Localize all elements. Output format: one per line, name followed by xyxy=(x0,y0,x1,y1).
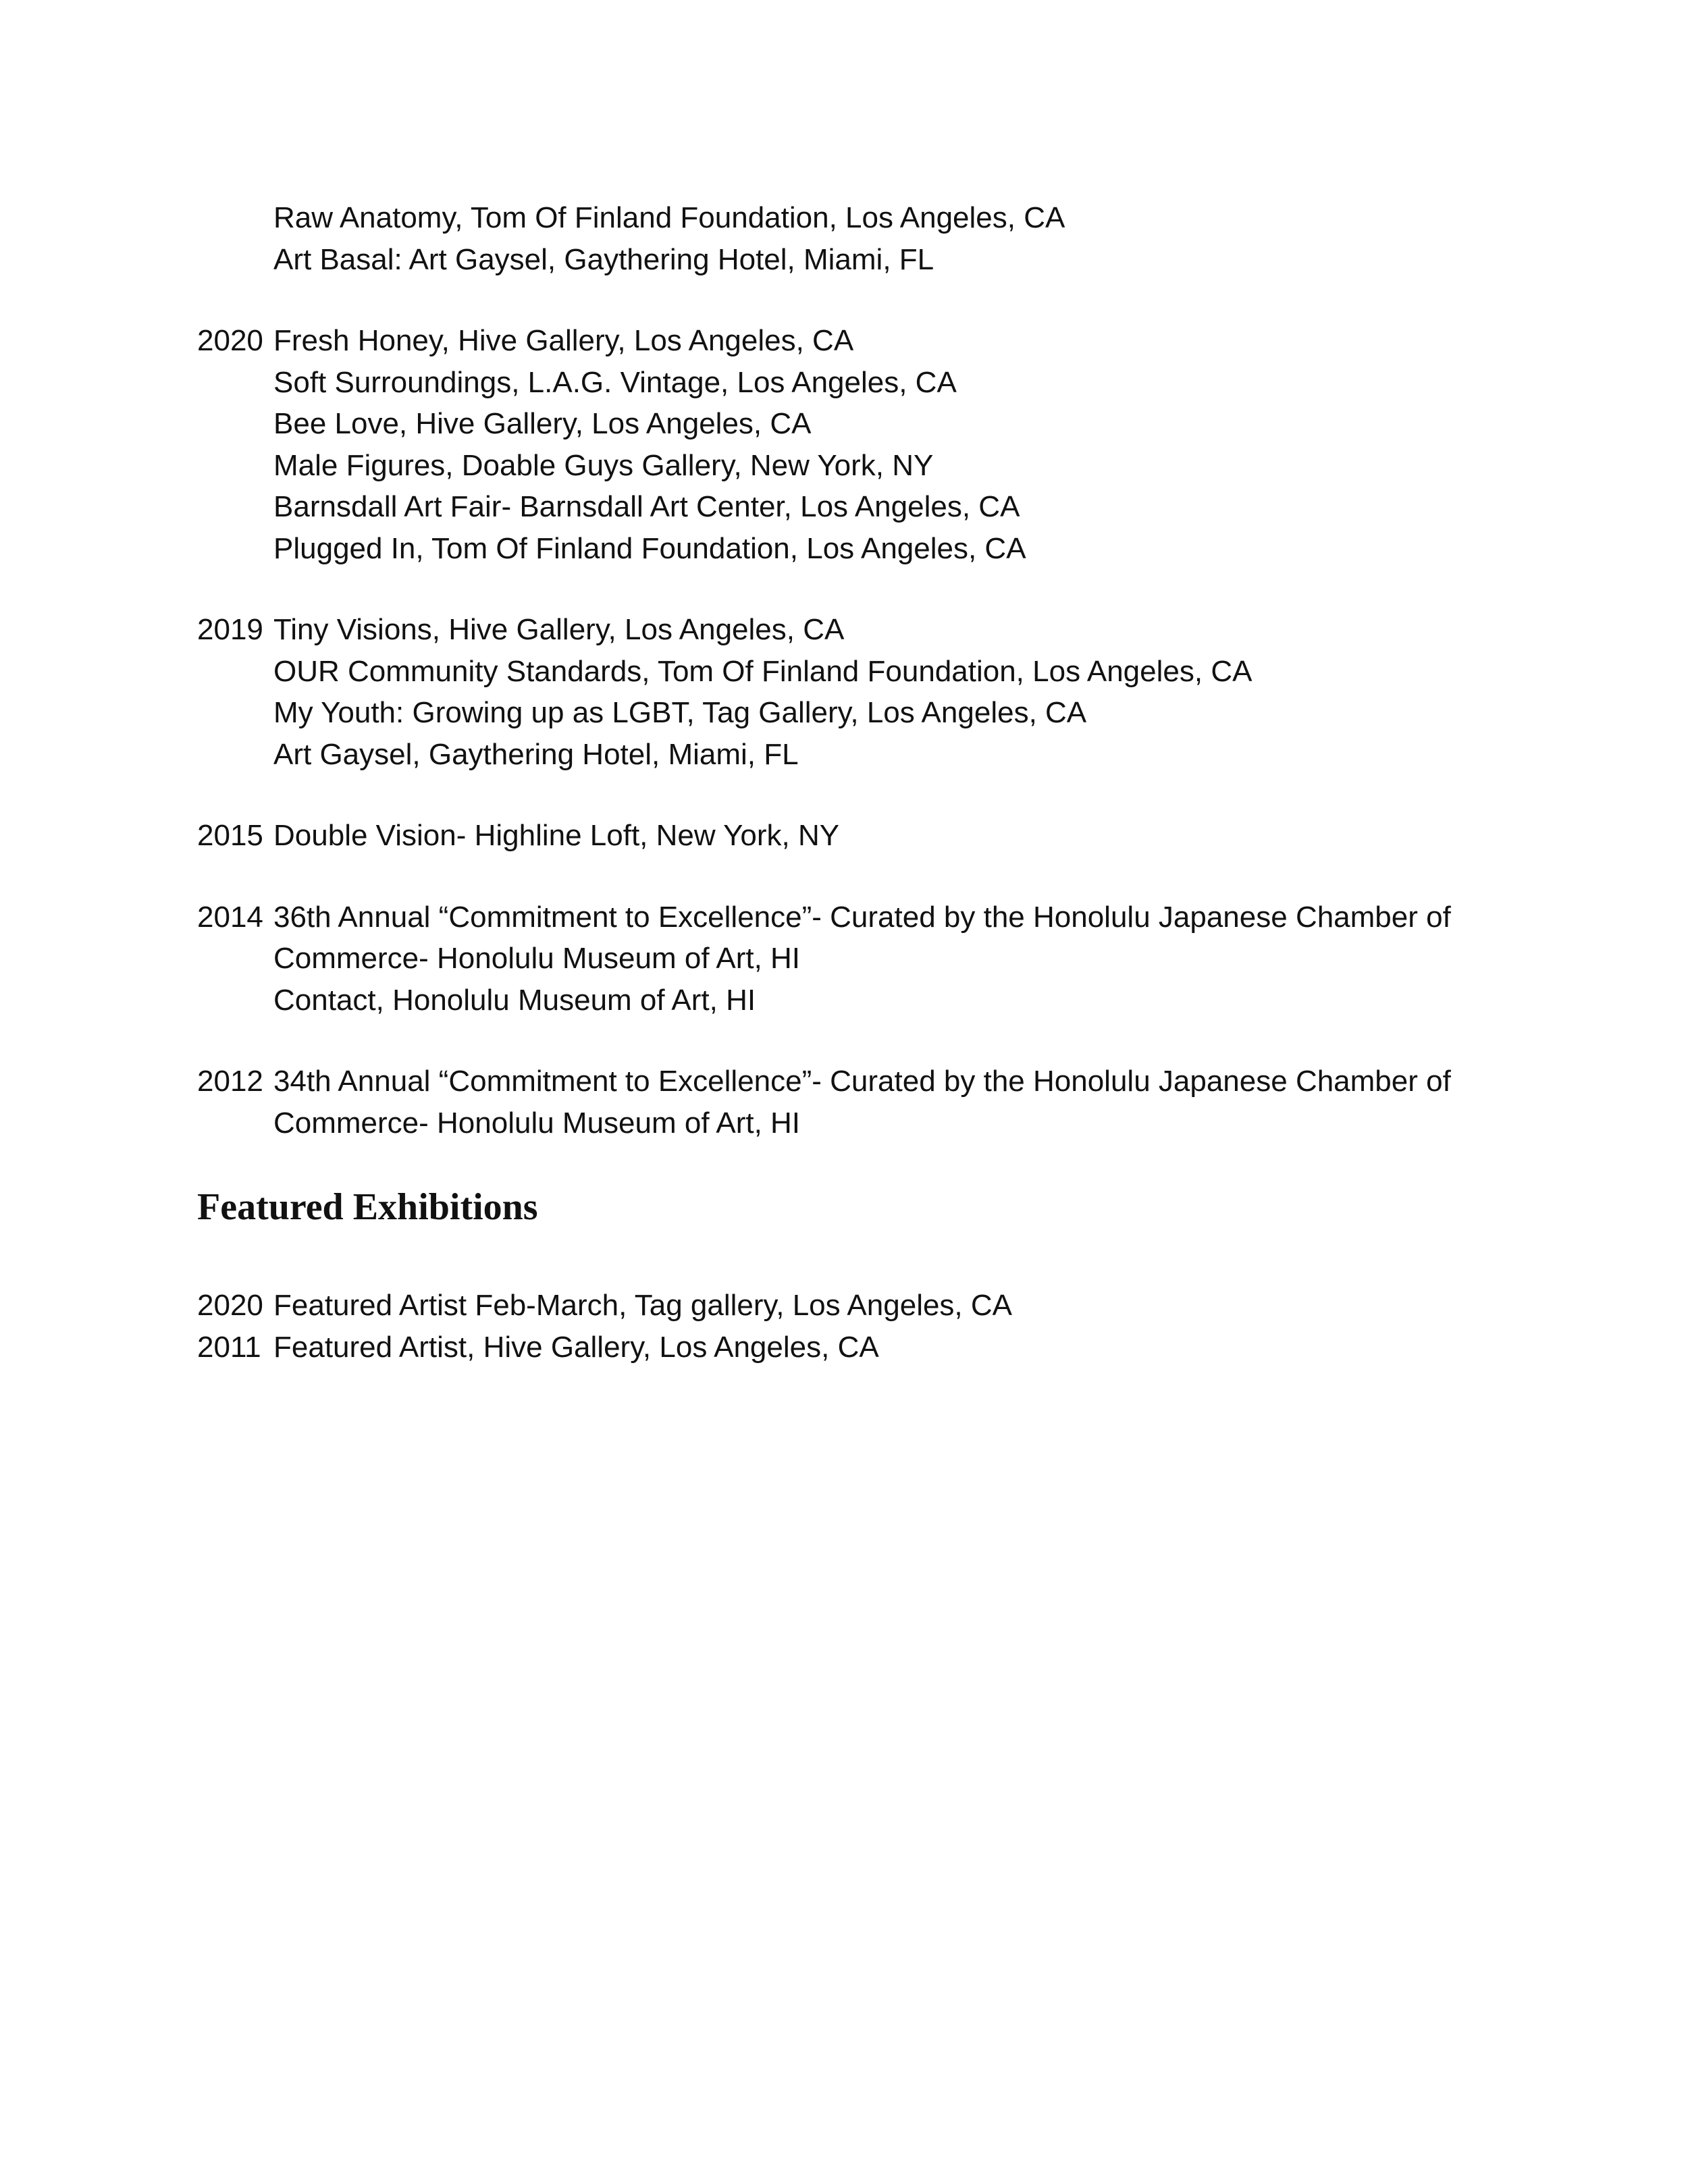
exhibition-entry xyxy=(197,980,1548,1021)
exhibition-entry xyxy=(197,320,1548,362)
entry-year: 2015 xyxy=(197,819,263,852)
entry-year-blank xyxy=(197,239,273,281)
entry-year-blank xyxy=(197,692,273,734)
year-group-2020 xyxy=(197,320,1548,569)
year-group-2014 xyxy=(197,897,1548,1021)
entry-text: Male Figures, Doable Guys Gallery, New York, NY xyxy=(273,448,934,482)
exhibition-entry xyxy=(197,528,1548,570)
entry-year-blank xyxy=(197,362,273,404)
exhibition-entry xyxy=(197,692,1548,734)
entry-text: Featured Artist Feb-March, Tag gallery, Los Angeles, CA xyxy=(273,1289,1013,1322)
entry-year: 2020 xyxy=(197,1289,263,1322)
entry-year-blank xyxy=(197,980,273,1021)
entry-text: Fresh Honey, Hive Gallery, Los Angeles, CA xyxy=(273,324,854,357)
exhibition-entry xyxy=(197,1061,1548,1144)
entry-year: 2012 xyxy=(197,1065,263,1098)
section-heading-featured-exhibitions: Featured Exhibitions xyxy=(197,1186,538,1228)
exhibition-entry xyxy=(197,197,1548,239)
entry-text: 36th Annual “Commitment to Excellence”- Curated by the Honolulu Japanese Chamber of Commerce- Honolulu Museum of Art, HI xyxy=(273,900,1451,975)
entry-text: Bee Love, Hive Gallery, Los Angeles, CA xyxy=(273,407,812,440)
exhibition-entry xyxy=(197,651,1548,693)
entry-year: 2020 xyxy=(197,324,263,357)
entry-text: Soft Surroundings, L.A.G. Vintage, Los Angeles, CA xyxy=(273,365,957,399)
entry-year-blank xyxy=(197,486,273,528)
entry-text: Raw Anatomy, Tom Of Finland Foundation, Los Angeles, CA xyxy=(273,201,1065,234)
entry-text: Art Gaysel, Gaythering Hotel, Miami, FL xyxy=(273,737,799,771)
featured-exhibitions-list xyxy=(197,1285,1548,1368)
entry-text: My Youth: Growing up as LGBT, Tag Gallery, Los Angeles, CA xyxy=(273,696,1087,729)
entry-text: Art Basal: Art Gaysel, Gaythering Hotel, Miami, FL xyxy=(273,242,934,276)
exhibition-entry xyxy=(197,815,1548,857)
entry-year: 2014 xyxy=(197,900,263,934)
entry-year-blank xyxy=(197,528,273,570)
entry-year-blank xyxy=(197,651,273,693)
entry-year-blank xyxy=(197,445,273,487)
entry-year-blank xyxy=(197,197,273,239)
entry-text: Contact, Honolulu Museum of Art, HI xyxy=(273,983,756,1017)
exhibitions-content xyxy=(197,197,1548,1368)
entry-text: Double Vision- Highline Loft, New York, NY xyxy=(273,819,840,852)
entry-text: 34th Annual “Commitment to Excellence”- Curated by the Honolulu Japanese Chamber of Commerce- Honolulu Museum of Art, HI xyxy=(273,1065,1451,1140)
featured-entry xyxy=(197,1327,1548,1368)
entry-text: Tiny Visions, Hive Gallery, Los Angeles, CA xyxy=(273,613,845,646)
entry-text: Featured Artist, Hive Gallery, Los Angeles, CA xyxy=(273,1330,879,1364)
entry-text: Barnsdall Art Fair- Barnsdall Art Center, Los Angeles, CA xyxy=(273,490,1020,523)
exhibition-entry xyxy=(197,239,1548,281)
featured-entry xyxy=(197,1285,1548,1327)
entry-year: 2019 xyxy=(197,613,263,646)
exhibition-entry xyxy=(197,403,1548,445)
exhibition-entry xyxy=(197,445,1548,487)
entry-year-blank xyxy=(197,403,273,445)
entry-text: OUR Community Standards, Tom Of Finland Foundation, Los Angeles, CA xyxy=(273,654,1252,688)
continued-entries xyxy=(197,197,1548,280)
year-group-2019 xyxy=(197,609,1548,775)
entry-year-blank xyxy=(197,734,273,776)
exhibition-entry xyxy=(197,897,1548,980)
exhibition-entry xyxy=(197,609,1548,651)
exhibition-entry xyxy=(197,734,1548,776)
entry-text: Plugged In, Tom Of Finland Foundation, Los Angeles, CA xyxy=(273,531,1026,565)
entry-year: 2011 xyxy=(197,1330,261,1364)
exhibition-entry xyxy=(197,362,1548,404)
exhibition-entry xyxy=(197,486,1548,528)
year-group-2012 xyxy=(197,1061,1548,1144)
year-group-2015 xyxy=(197,815,1548,857)
